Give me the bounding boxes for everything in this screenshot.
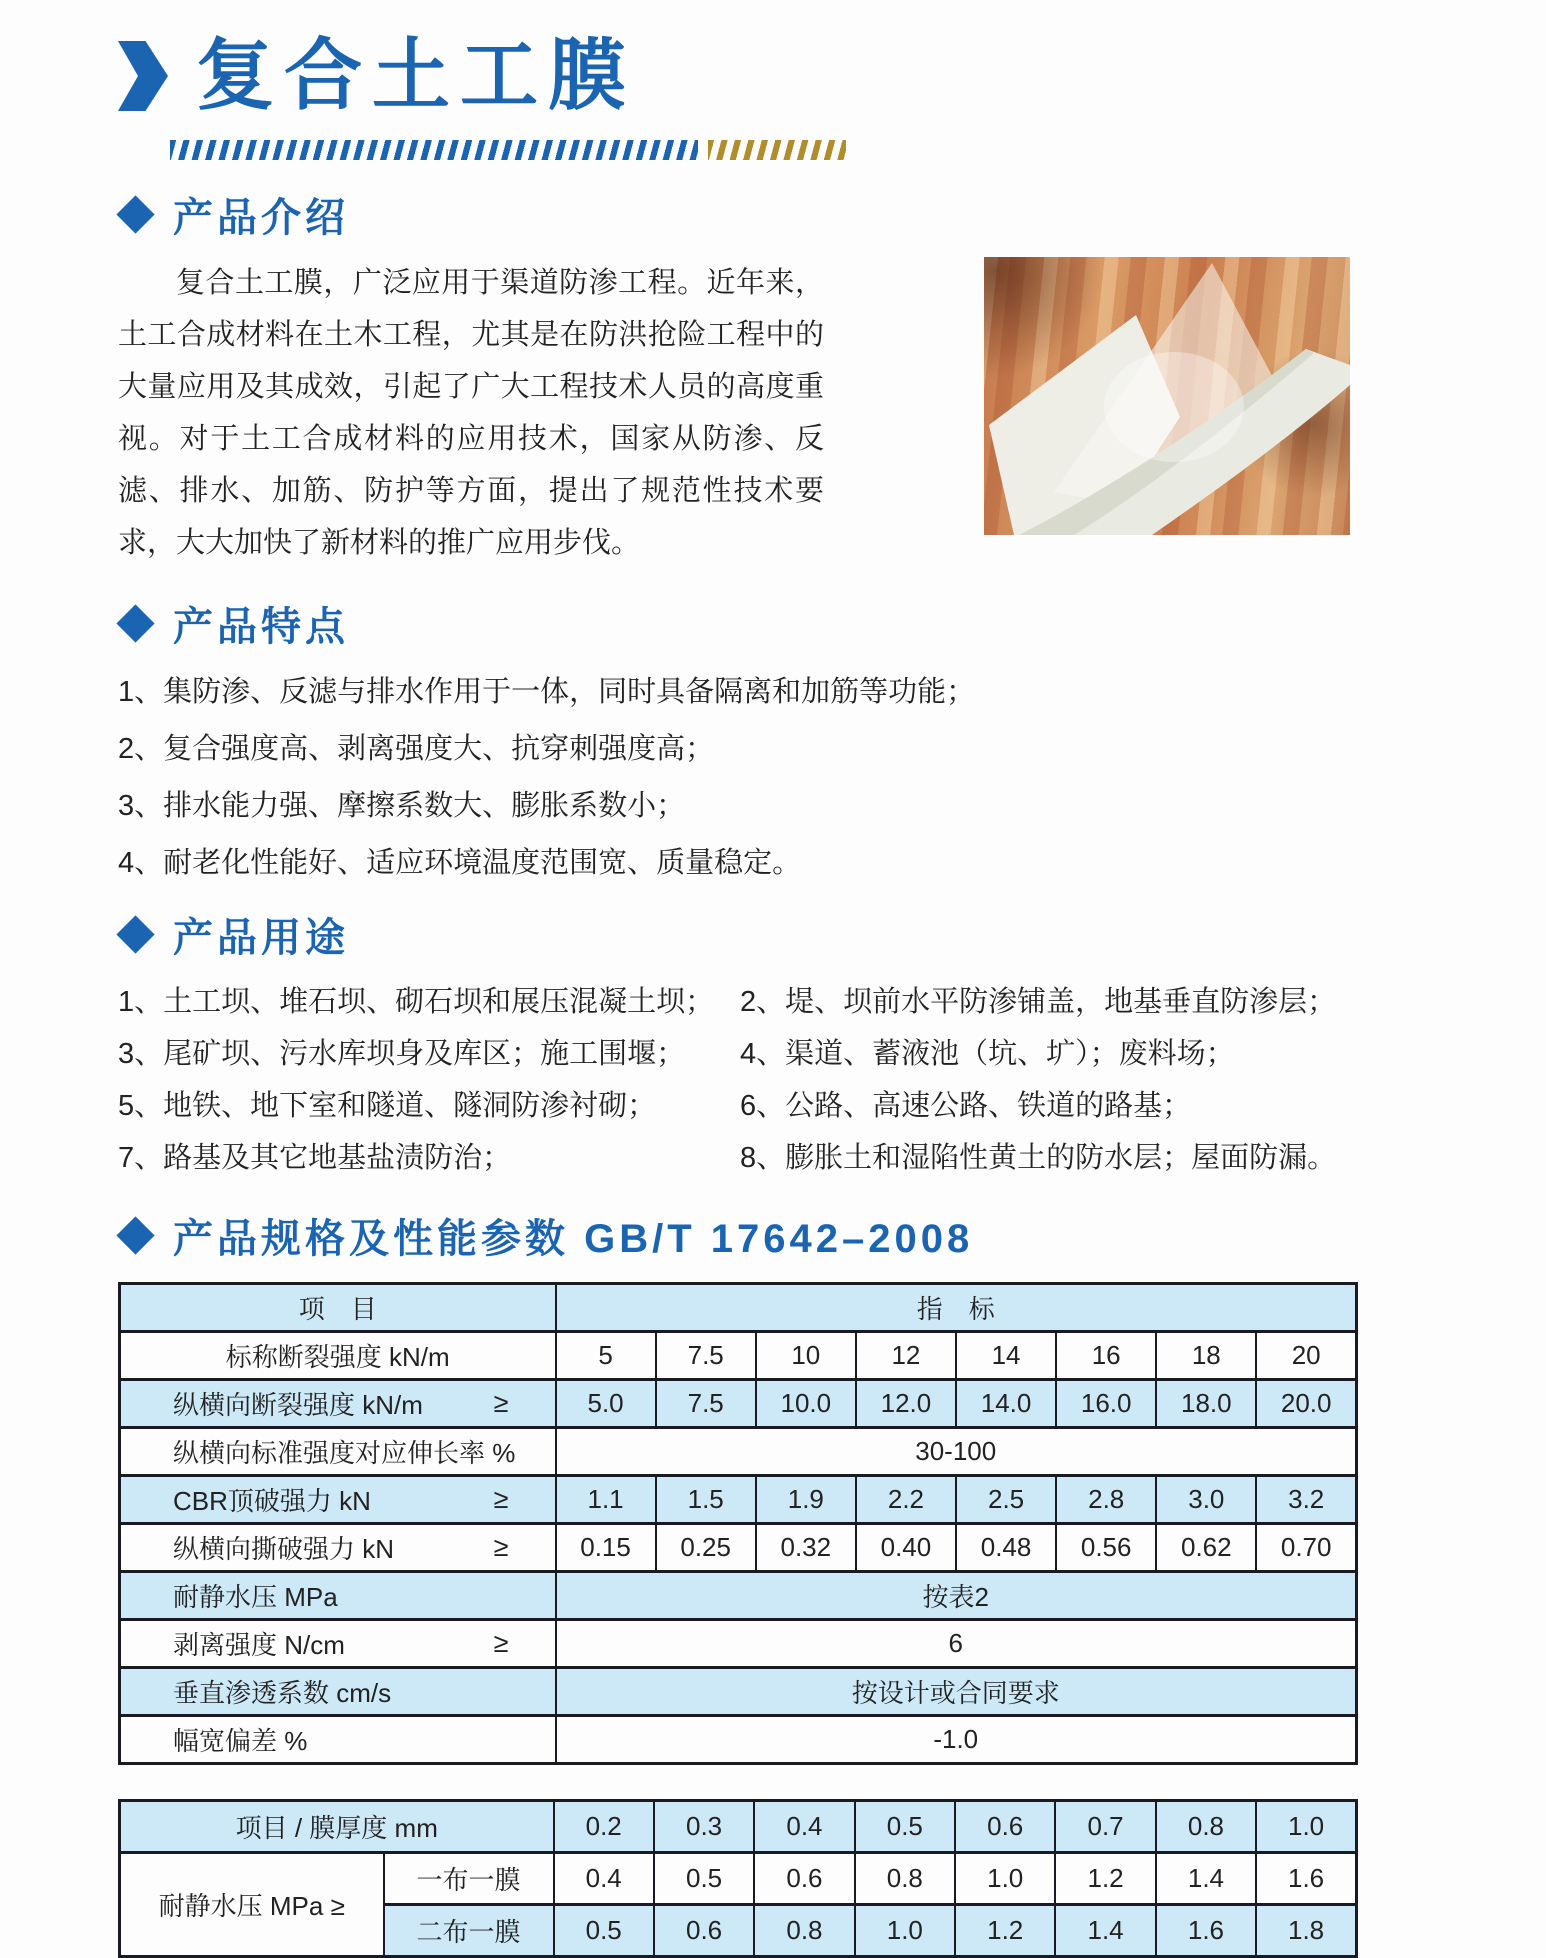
diamond-icon [116, 604, 154, 642]
table-cell: 0.40 [856, 1524, 956, 1572]
table-cell: 30-100 [556, 1428, 1357, 1476]
table-cell: 12.0 [856, 1380, 956, 1428]
use-item: 1、土工坝、堆石坝、砌石坝和展压混凝土坝； [118, 986, 715, 1018]
table-cell: 7.5 [656, 1380, 756, 1428]
intro-heading: 产品介绍 [173, 196, 349, 240]
decorative-hatch-line [170, 140, 846, 160]
geq-symbol: ≥ [493, 1628, 509, 1658]
features-heading: 产品特点 [173, 605, 349, 649]
table-cell: 0.5 [855, 1801, 955, 1853]
page-title: 复合土工膜 [196, 32, 637, 119]
table-cell: 按表2 [556, 1572, 1357, 1620]
section-heading-intro [118, 186, 1432, 243]
table-row [120, 1524, 1357, 1572]
table-cell: 1.2 [1055, 1853, 1155, 1905]
intro-body [118, 257, 1432, 569]
row-label-text: 幅宽偏差 % [173, 1726, 308, 1756]
table-header-index: 指 标 [556, 1284, 1357, 1332]
intro-paragraph: 复合土工膜，广泛应用于渠道防渗工程。近年来，土工合成材料在土木工程，尤其是在防洪抢险工程中的大量应用及其成效，引起了广大工程技术人员的高度重视。对于土工合成材料的应用技术，国家从防渗、反滤、排水、加筋、防护等方面，提出了规范性技术要求，大大加快了新材料的推广应用步伐。 [118, 267, 824, 559]
use-item: 3、尾矿坝、污水库坝身及库区；施工围堰； [118, 1038, 686, 1070]
feature-item: 4、耐老化性能好、适应环境温度范围宽、质量稳定。 [118, 847, 802, 879]
table-cell: 0.6 [754, 1853, 854, 1905]
table-cell: 12 [856, 1332, 956, 1380]
table-cell: 5 [556, 1332, 656, 1380]
table-cell: 0.6 [654, 1905, 754, 1957]
row-label-text: 垂直渗透系数 cm/s [173, 1678, 392, 1708]
table-row [120, 1668, 1357, 1716]
use-item: 5、地铁、地下室和隧道、隧洞防渗衬砌； [118, 1090, 657, 1122]
table-cell: 1.6 [1156, 1905, 1256, 1957]
row-group-label: 耐静水压 MPa ≥ [120, 1853, 384, 1957]
table-cell: 0.5 [554, 1905, 654, 1957]
geq-symbol: ≥ [493, 1484, 509, 1514]
table-row [120, 1380, 1357, 1428]
table-cell: 1.1 [556, 1476, 656, 1524]
table-cell: 0.5 [654, 1853, 754, 1905]
table-cell: 1.0 [955, 1853, 1055, 1905]
table-cell: 0.8 [1156, 1801, 1256, 1853]
table-cell: 20 [1256, 1332, 1356, 1380]
table-cell: 16.0 [1056, 1380, 1156, 1428]
table-cell: 14.0 [956, 1380, 1056, 1428]
features-list [118, 675, 1432, 880]
table-cell: 0.25 [656, 1524, 756, 1572]
diamond-icon [116, 1216, 154, 1254]
table-cell: 按设计或合同要求 [556, 1668, 1357, 1716]
table-cell: 1.0 [1256, 1801, 1356, 1853]
row-label [120, 1716, 556, 1764]
table-cell: 0.2 [554, 1801, 654, 1853]
table-cell: 7.5 [656, 1332, 756, 1380]
table-header-row [120, 1284, 1357, 1332]
table-cell: 0.32 [756, 1524, 856, 1572]
table-cell: 18 [1156, 1332, 1256, 1380]
table-cell: 18.0 [1156, 1380, 1256, 1428]
table-row [120, 1428, 1357, 1476]
table-cell: -1.0 [556, 1716, 1357, 1764]
table-cell: 2.2 [856, 1476, 956, 1524]
row-label [120, 1572, 556, 1620]
geq-symbol: ≥ [493, 1388, 509, 1418]
table-cell: 16 [1056, 1332, 1156, 1380]
feature-item: 2、复合强度高、剥离强度大、抗穿刺强度高； [118, 733, 715, 765]
table-cell: 2.8 [1056, 1476, 1156, 1524]
chevron-right-icon [118, 41, 168, 111]
table-cell: 14 [956, 1332, 1056, 1380]
table-row [120, 1572, 1357, 1620]
use-item: 4、渠道、蓄液池（坑、圹）；废料场； [740, 1038, 1235, 1070]
table-cell: 10.0 [756, 1380, 856, 1428]
table-row [120, 1620, 1357, 1668]
table-cell: 0.4 [754, 1801, 854, 1853]
table-cell: 0.3 [654, 1801, 754, 1853]
row-label: 标称断裂强度 kN/m [120, 1332, 556, 1380]
table-cell: 0.4 [554, 1853, 654, 1905]
table-cell: 1.6 [1256, 1853, 1356, 1905]
specs-heading: 产品规格及性能参数 GB/T 17642–2008 [173, 1217, 974, 1261]
spec-table-main [118, 1282, 1358, 1765]
row-label [120, 1476, 556, 1524]
table-cell: 1.8 [1256, 1905, 1356, 1957]
row-label: 一布一膜 [384, 1853, 554, 1905]
table-cell: 1.4 [1055, 1905, 1155, 1957]
geomembrane-fabric-illustration [984, 257, 1350, 535]
table-cell: 0.7 [1055, 1801, 1155, 1853]
table-header-row [120, 1801, 1357, 1853]
table-cell: 3.2 [1256, 1476, 1356, 1524]
row-label [120, 1428, 556, 1476]
row-label-text: 纵横向断裂强度 kN/m [173, 1390, 423, 1420]
table-cell: 0.70 [1256, 1524, 1356, 1572]
hatch-gap [698, 140, 708, 160]
table-header-label: 项目 / 膜厚度 mm [120, 1801, 554, 1853]
uses-heading: 产品用途 [173, 916, 349, 960]
row-label-text: 耐静水压 MPa [173, 1582, 338, 1612]
table-cell: 0.56 [1056, 1524, 1156, 1572]
table-cell: 2.5 [956, 1476, 1056, 1524]
feature-item: 1、集防渗、反滤与排水作用于一体，同时具备隔离和加筋等功能； [118, 676, 976, 708]
row-label [120, 1380, 556, 1428]
table-cell: 1.9 [756, 1476, 856, 1524]
table-cell: 1.5 [656, 1476, 756, 1524]
uses-list [118, 985, 1432, 1175]
table-cell: 0.48 [956, 1524, 1056, 1572]
table-row [120, 1853, 1357, 1905]
table-cell: 10 [756, 1332, 856, 1380]
table-cell: 0.8 [754, 1905, 854, 1957]
table-cell: 0.8 [855, 1853, 955, 1905]
table-cell: 1.4 [1156, 1853, 1256, 1905]
table-row [120, 1332, 1357, 1380]
use-item: 8、膨胀土和湿陷性黄土的防水层；屋面防漏。 [740, 1142, 1337, 1174]
section-heading-specs [118, 1207, 1432, 1264]
spec-table-hydrostatic [118, 1799, 1358, 1958]
row-label-text: 纵横向标准强度对应伸长率 % [173, 1438, 516, 1468]
table-cell: 5.0 [556, 1380, 656, 1428]
use-item: 2、堤、坝前水平防渗铺盖，地基垂直防渗层； [740, 986, 1337, 1018]
row-label-text: 纵横向撕破强力 kN [173, 1534, 395, 1564]
diamond-icon [116, 915, 154, 953]
section-heading-features [118, 595, 1432, 652]
row-label-text: 剥离强度 N/cm [173, 1630, 345, 1660]
row-label [120, 1620, 556, 1668]
table-cell: 0.62 [1156, 1524, 1256, 1572]
table-cell: 3.0 [1156, 1476, 1256, 1524]
row-label-text: CBR顶破强力 kN [173, 1486, 371, 1516]
hatch-gold-segment [708, 140, 846, 160]
table-header-item: 项 目 [120, 1284, 556, 1332]
table-cell: 20.0 [1256, 1380, 1356, 1428]
diamond-icon [116, 195, 154, 233]
geq-symbol: ≥ [493, 1532, 509, 1562]
row-label [120, 1668, 556, 1716]
feature-item: 3、排水能力强、摩擦系数大、膨胀系数小； [118, 790, 686, 822]
row-label: 二布一膜 [384, 1905, 554, 1957]
product-photo [984, 257, 1350, 535]
table-cell: 1.0 [855, 1905, 955, 1957]
table-cell: 0.6 [955, 1801, 1055, 1853]
use-item: 6、公路、高速公路、铁道的路基； [740, 1090, 1192, 1122]
use-item: 7、路基及其它地基盐渍防治； [118, 1142, 512, 1174]
table-row [120, 1716, 1357, 1764]
section-heading-uses [118, 906, 1432, 963]
page-header [118, 30, 1432, 122]
hatch-blue-segment [170, 140, 698, 160]
table-cell: 1.2 [955, 1905, 1055, 1957]
table-cell: 0.15 [556, 1524, 656, 1572]
table-cell: 6 [556, 1620, 1357, 1668]
row-label [120, 1524, 556, 1572]
table-row [120, 1476, 1357, 1524]
